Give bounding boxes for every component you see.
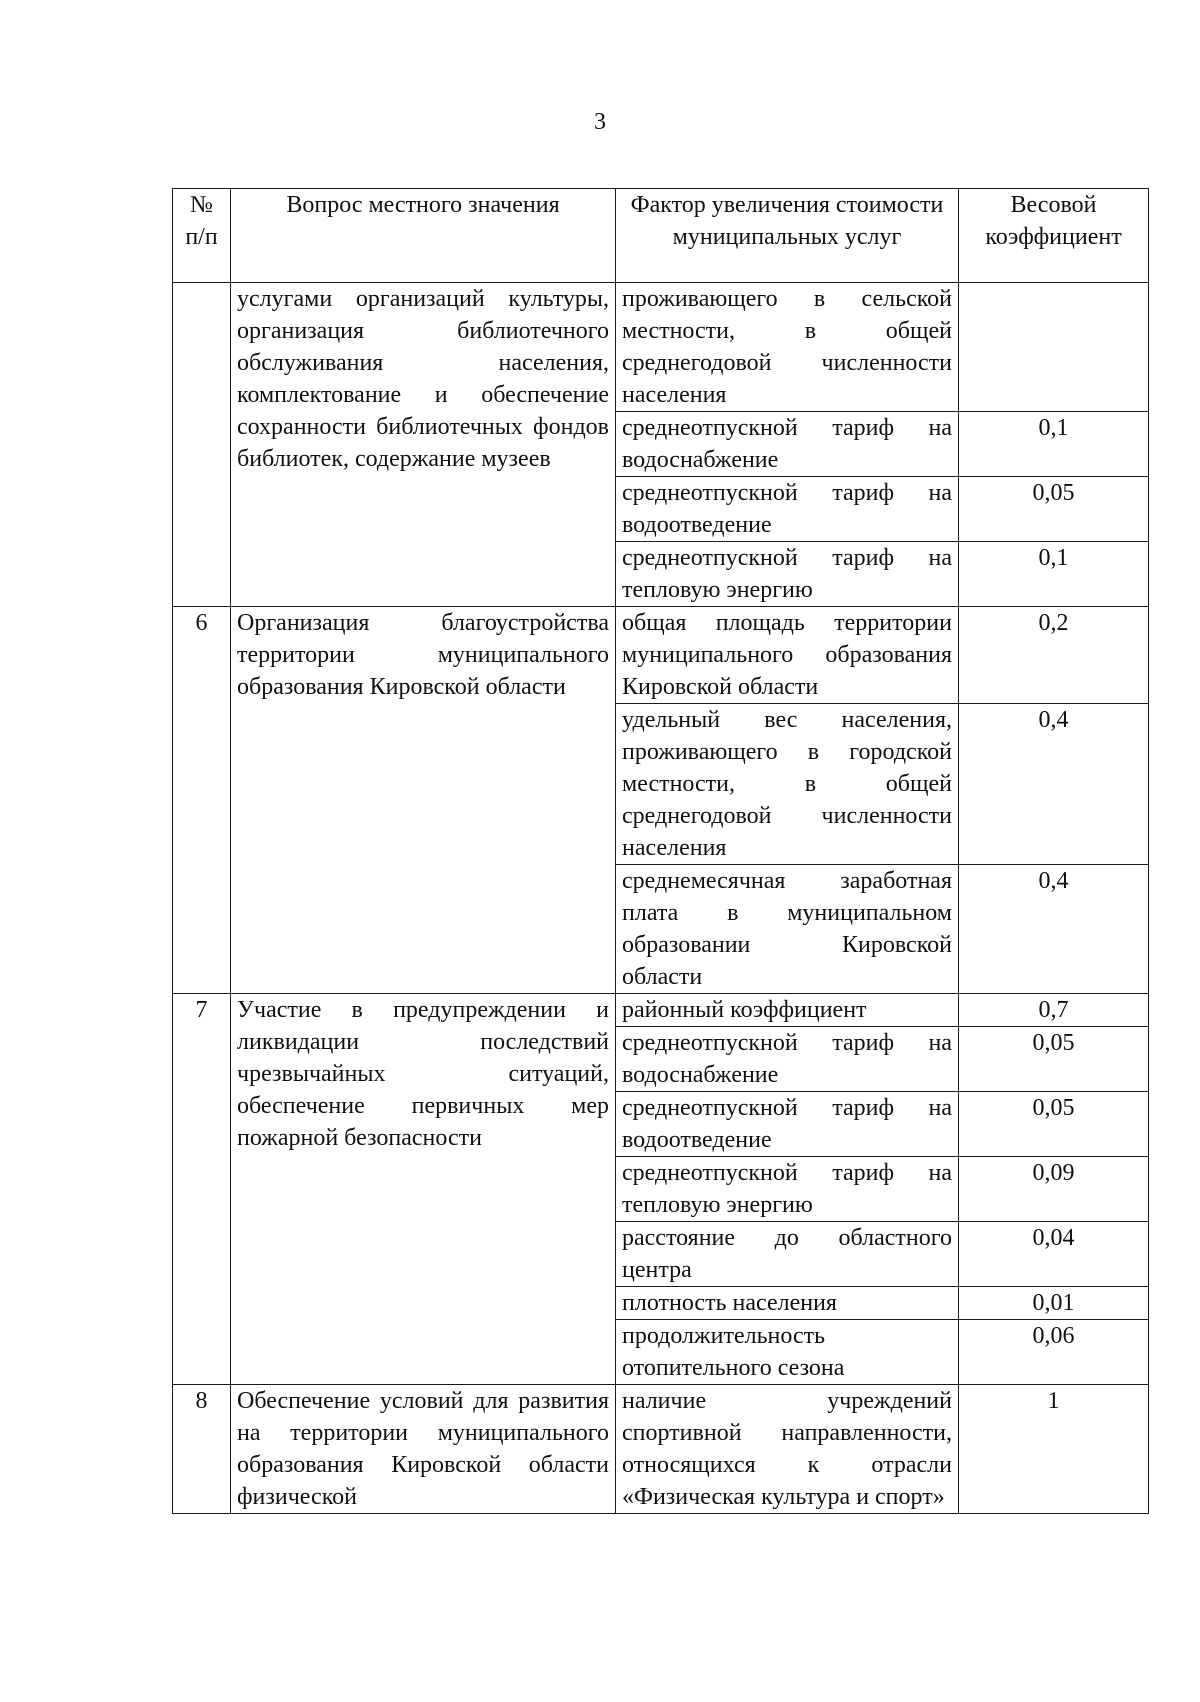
coefficients-table [172, 188, 1149, 1514]
header-factor: Фактор увеличения стоимости муниципальных услуг [616, 189, 959, 283]
factor-cell: районный коэффициент [616, 994, 959, 1027]
weight-cell: 0,4 [959, 704, 1149, 865]
weight-cell: 0,05 [959, 477, 1149, 542]
weight-cell: 0,01 [959, 1287, 1149, 1320]
factor-cell: среднемесячная заработная плата в муниципальном образовании Кировской области [616, 865, 959, 994]
row-number [173, 283, 231, 607]
factor-cell: среднеотпускной тариф на водоснабжение [616, 412, 959, 477]
question-cell: Обеспечение условий для развития на территории муниципального образования Кировской области физической [231, 1385, 616, 1514]
table-body [173, 283, 1149, 1514]
row-number: 7 [173, 994, 231, 1385]
table-row [173, 994, 1149, 1027]
weight-cell: 0,06 [959, 1320, 1149, 1385]
weight-cell: 0,05 [959, 1092, 1149, 1157]
factor-cell: среднеотпускной тариф на водоотведение [616, 477, 959, 542]
weight-cell: 0,7 [959, 994, 1149, 1027]
factor-cell: среднеотпускной тариф на водоотведение [616, 1092, 959, 1157]
header-weight-line1: Весовой [1010, 192, 1097, 218]
factor-cell: продолжительность отопительного сезона [616, 1320, 959, 1385]
header-row [173, 189, 1149, 283]
weight-cell: 0,04 [959, 1222, 1149, 1287]
header-num-line2: п/п [185, 224, 218, 250]
weight-cell: 0,09 [959, 1157, 1149, 1222]
factor-cell: среднеотпускной тариф на тепловую энергию [616, 542, 959, 607]
header-num-line1: № [190, 192, 213, 218]
question-cell: услугами организаций культуры, организация библиотечного обслуживания населения, комплектование и обеспечение сохранности библиотечных фондов библиотек, содержание музеев [231, 283, 616, 607]
question-cell: Организация благоустройства территории муниципального образования Кировской области [231, 607, 616, 994]
factor-cell: среднеотпускной тариф на водоснабжение [616, 1027, 959, 1092]
header-num [173, 189, 231, 283]
factor-cell: наличие учреждений спортивной направленности, относящихся к отрасли «Физическая культура и спорт» [616, 1385, 959, 1514]
row-number: 6 [173, 607, 231, 994]
weight-cell: 0,05 [959, 1027, 1149, 1092]
factor-cell: среднеотпускной тариф на тепловую энергию [616, 1157, 959, 1222]
header-question: Вопрос местного значения [231, 189, 616, 283]
weight-cell [959, 283, 1149, 412]
weight-cell: 0,4 [959, 865, 1149, 994]
weight-cell: 0,1 [959, 542, 1149, 607]
factor-cell: общая площадь территории муниципального образования Кировской области [616, 607, 959, 704]
question-cell: Участие в предупреждении и ликвидации последствий чрезвычайных ситуаций, обеспечение первичных мер пожарной безопасности [231, 994, 616, 1385]
weight-cell: 0,2 [959, 607, 1149, 704]
row-number: 8 [173, 1385, 231, 1514]
page-number: 3 [594, 109, 606, 135]
factor-cell: удельный вес населения, проживающего в городской местности, в общей среднегодовой численности населения [616, 704, 959, 865]
factor-cell: проживающего в сельской местности, в общей среднегодовой численности населения [616, 283, 959, 412]
table-row [173, 1385, 1149, 1514]
factor-cell: плотность населения [616, 1287, 959, 1320]
header-weight [959, 189, 1149, 283]
weight-cell: 1 [959, 1385, 1149, 1514]
header-weight-line2: коэффициент [985, 224, 1122, 250]
weight-cell: 0,1 [959, 412, 1149, 477]
table-row [173, 607, 1149, 704]
table-row [173, 283, 1149, 412]
factor-cell: расстояние до областного центра [616, 1222, 959, 1287]
